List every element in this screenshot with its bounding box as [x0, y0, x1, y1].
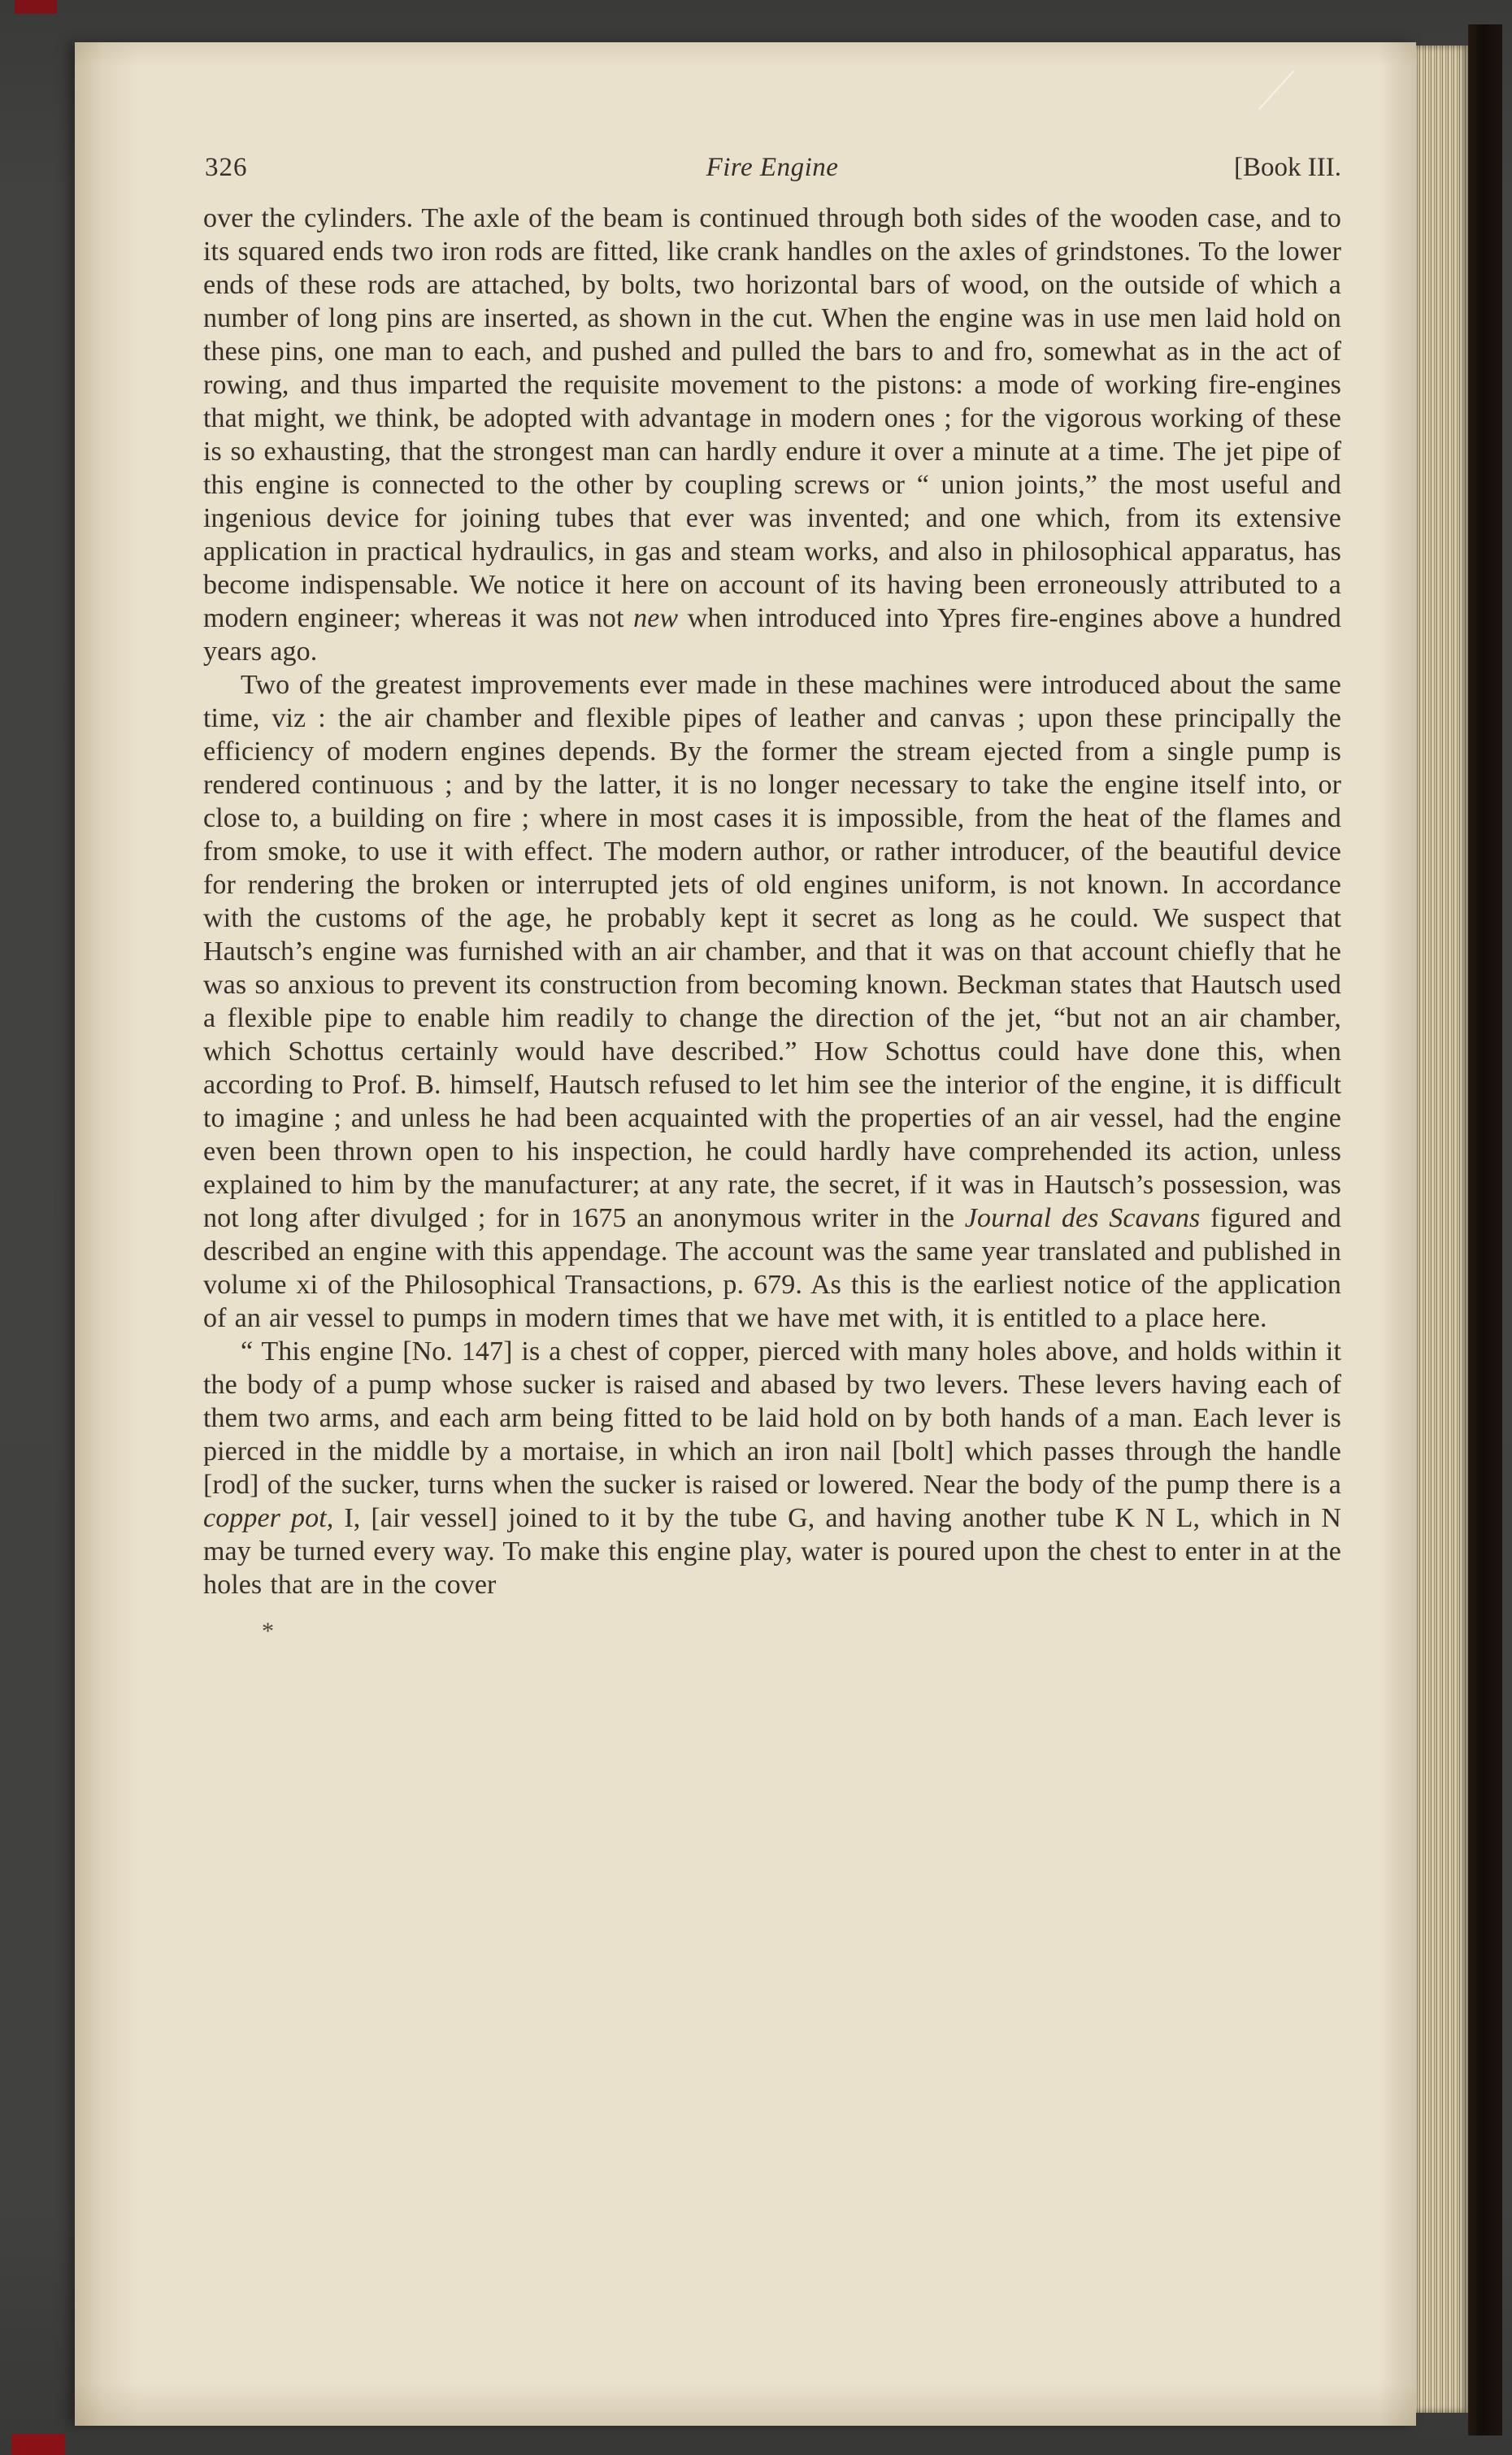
italic-term: new	[633, 603, 679, 633]
page-number: 326	[205, 153, 248, 182]
paragraph-text: Two of the greatest improvements ever made in these machines were introduced about the same time, viz : the air chamber and flexible pipes of leather and canvas ; upon these principally the efficiency of modern engines depends. By the former the stream ejected from a single pump is rendered continuous ; and by the latter, it is no longer necessary to take the engine itself into, or close to, a building on fire ; where in most cases it is impossible, from the heat of the flames and from smoke, to use it with effect. The modern author, or rather introducer, of the beautiful device for rendering the broken or interrupted jets of old engines uniform, is not known. In accordance with the customs of the age, he probably kept it secret as long as he could. We suspect that Hautsch’s engine was furnished with an air chamber, and that it was on that account chiefly that he was so anxious to prevent its construction from becoming known. Beckman states that Hautsch used a flexible pipe to enable him readily to change the direction of the jet, “but not an air chamber, which Schottus certainly would have described.” How Schottus could have done this, when according to Prof. B. himself, Hautsch refused to let him see the interior of the engine, it is difficult to imagine ; and unless he had been acquainted with the properties of an air vessel, had the engine even been thrown open to his inspection, he could hardly have comprehended its action, unless explained to him by the manufacturer; at any rate, the secret, if it was in Hautsch’s possession, was not long after divulged ; for in 1675 an anonymous writer in the	[203, 670, 1341, 1233]
italic-term: copper pot,	[203, 1503, 334, 1533]
book-fore-edge-pages	[1414, 46, 1470, 2413]
body-paragraph-2	[203, 668, 1341, 1335]
running-head	[203, 153, 1341, 189]
red-cover-sliver-bottom	[11, 2434, 65, 2455]
paragraph-text: over the cylinders. The axle of the beam is continued through both sides of the wooden case, and to its squared ends two iron rods are fitted, like crank handles on the axles of grindstones. To the lower ends of these rods are attached, by bolts, two horizontal bars of wood, on the outside of which a number of long pins are inserted, as shown in the cut. When the engine was in use men laid hold on these pins, one man to each, and pushed and pulled the bars to and fro, somewhat as in the act of rowing, and thus imparted the requisite movement to the pistons: a mode of working fire-engines that might, we think, be adopted with advantage in modern ones ; for the vigorous working of these is so exhausting, that the strongest man can hardly endure it over a minute at a time. The jet pipe of this engine is connected to the other by coupling screws or “ union joints,” the most useful and ingenious device for joining tubes that ever was invented; and one which, from its extensive application in practical hydraulics, in gas and steam works, and also in philosophical apparatus, has become indispensable. We notice it here on account of its having been erroneously attributed to a modern engineer; whereas it was not	[203, 203, 1341, 633]
paragraph-text: I, [air vessel] joined to it by the tube G, and having another tube K N L, which in N may be turned every way. To make this engine play, water is poured upon the chest to enter in at the holes that are in the cover	[203, 1503, 1341, 1600]
scratch-mark	[1258, 71, 1294, 111]
body-paragraph-3	[203, 1335, 1341, 1601]
running-title: Fire Engine	[706, 153, 839, 182]
paragraph-text: when introduced into Ypres fire-engines above a hundred years ago.	[203, 603, 1341, 667]
body-paragraph-1	[203, 202, 1341, 668]
paragraph-text: “ This engine [No. 147] is a chest of copper, pierced with many holes above, and holds within it the body of a pump whose sucker is raised and abased by two levers. These levers having each of them two arms, and each arm being fitted to be laid hold on by both hands of a man. Each lever is pierced in the middle by a mortaise, in which an iron nail [bolt] which passes through the handle [rod] of the sucker, turns when the sucker is raised or lowered. Near the body of the pump there is a	[203, 1336, 1341, 1500]
book-cover-edge	[1468, 24, 1502, 2435]
paragraph-text: figured and described an engine with this appendage. The account was the same year translated and published in volume xi of the Philosophical Transactions, p. 679. As this is the earliest notice of the application of an air vessel to pumps in modern times that we have met with, it is entitled to a place here.	[203, 1203, 1341, 1333]
book-page	[75, 42, 1416, 2426]
footnote-asterisk: *	[262, 1618, 274, 1645]
text-block	[203, 153, 1341, 1645]
book-label: [Book III.	[1234, 153, 1341, 182]
red-cover-sliver-top	[15, 0, 57, 14]
italic-term: Journal des Scavans	[964, 1203, 1201, 1233]
